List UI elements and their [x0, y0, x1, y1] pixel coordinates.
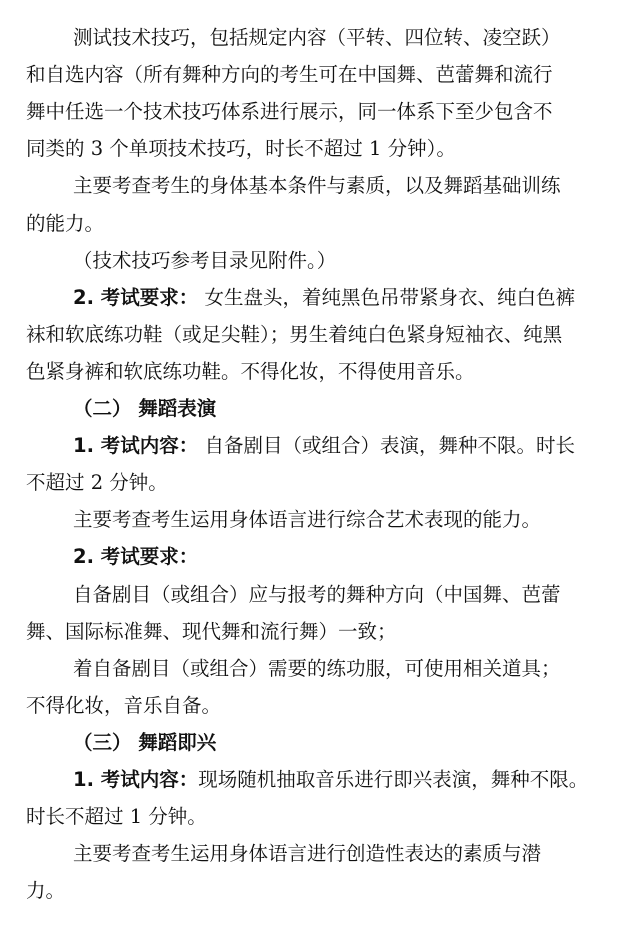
body-text: 的能力。 [26, 211, 105, 235]
text-line [0, 206, 642, 242]
body-text: 力。 [26, 879, 66, 903]
text-line [0, 539, 642, 575]
body-text: 不超过 2 分钟。 [26, 471, 168, 495]
body-text: 色紧身裤和软底练功鞋。不得化妆，不得使用音乐。 [26, 359, 475, 383]
body-text: 自备剧目（或组合）表演，舞种不限。时长 [198, 434, 575, 458]
text-line [0, 502, 642, 538]
body-text: 测试技术技巧，包括规定内容（平转、四位转、凌空跃） [73, 26, 561, 49]
text-line [0, 799, 642, 835]
bold-heading-text: 1. 考试内容： [73, 434, 199, 458]
bold-heading-text: 2. 考试要求： [73, 545, 199, 569]
body-text: 主要考查考生的身体基本条件与素质，以及舞蹈基础训练 [73, 174, 561, 198]
text-line [0, 577, 642, 613]
body-text: 和自选内容（所有舞种方向的考生可在中国舞、芭蕾舞和流行 [26, 63, 553, 87]
text-line [0, 168, 642, 204]
bold-heading-text: （二） 舞蹈表演 [73, 397, 217, 420]
text-line [0, 725, 642, 761]
text-line [0, 20, 642, 56]
text-line [0, 688, 642, 724]
body-text: 主要考查考生运用身体语言进行综合艺术表现的能力。 [73, 508, 542, 532]
body-text: 自备剧目（或组合）应与报考的舞种方向（中国舞、芭蕾 [73, 582, 561, 606]
body-text: 时长不超过 1 分钟。 [26, 805, 207, 829]
text-line [0, 873, 642, 909]
text-line [0, 280, 642, 316]
text-line [0, 243, 642, 279]
body-text: 袜和软底练功鞋（或足尖鞋）；男生着纯白色紧身短袖衣、纯黑 [26, 322, 563, 346]
body-text: 同类的 3 个单项技术技巧，时长不超过 1 分钟）。 [26, 137, 456, 161]
body-text: 舞、国际标准舞、现代舞和流行舞）一致； [26, 619, 397, 643]
text-line [0, 836, 642, 872]
body-text: 现场随机抽取音乐进行即兴表演，舞种不限。 [198, 768, 589, 791]
body-text: 主要考查考生运用身体语言进行创造性表达的素质与潜 [73, 842, 542, 866]
body-text: 女生盘头，着纯黑色吊带紧身衣、纯白色裤 [198, 285, 575, 309]
text-line [0, 94, 642, 130]
text-line [0, 391, 642, 427]
text-line [0, 651, 642, 687]
text-line [0, 614, 642, 650]
text-line [0, 762, 642, 798]
text-line [0, 465, 642, 501]
text-line [0, 131, 642, 167]
body-text: 舞中任选一个技术技巧体系进行展示，同一体系下至少包含不 [26, 100, 553, 124]
text-line [0, 354, 642, 390]
text-line [0, 428, 642, 464]
text-line [0, 317, 642, 353]
body-text: 着自备剧目（或组合）需要的练功服，可使用相关道具； [73, 656, 561, 680]
bold-heading-text: （三） 舞蹈即兴 [73, 730, 217, 754]
body-text: （技术技巧参考目录见附件。） [73, 248, 337, 272]
text-line [0, 57, 642, 93]
bold-heading-text: 2. 考试要求： [73, 285, 199, 309]
body-text: 不得化妆，音乐自备。 [26, 693, 222, 717]
bold-heading-text: 1. 考试内容： [73, 768, 199, 791]
